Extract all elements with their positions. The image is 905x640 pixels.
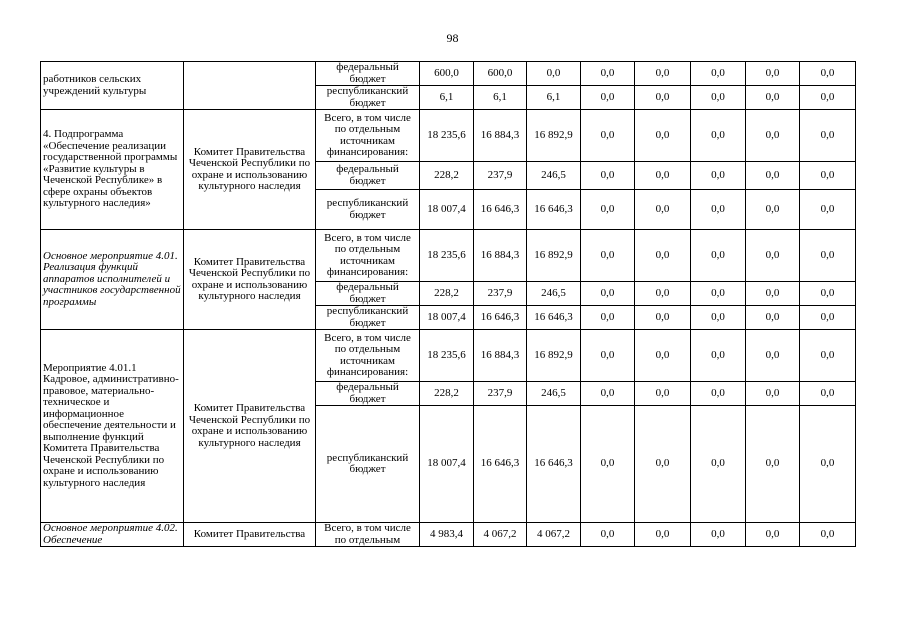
amount-cell: 0,0 [800,110,856,162]
amount-cell: 0,0 [691,306,746,330]
executor: Комитет Правительства Чеченской Республики по охране и использованию культурного наследия [184,110,316,230]
amount-cell: 0,0 [746,110,800,162]
amount-cell: 228,2 [420,382,474,406]
amount-cell: 0,0 [800,306,856,330]
amount-cell: 0,0 [800,330,856,382]
activity-name: 4. Подпрограмма «Обеспечение реализации государственной программы «Развитие культуры в Чеченской Республике» в сфере охраны объектов культурного наследия» [41,110,184,230]
amount-cell: 0,0 [581,523,635,547]
amount-cell: 0,0 [746,523,800,547]
amount-cell: 0,0 [800,523,856,547]
amount-cell: 0,0 [746,382,800,406]
amount-cell: 0,0 [691,382,746,406]
table-row [41,62,856,86]
amount-cell: 0,0 [691,230,746,282]
amount-cell: 0,0 [800,162,856,190]
amount-cell: 18 235,6 [420,330,474,382]
amount-cell: 18 007,4 [420,190,474,230]
funding-source: республиканский бюджет [316,406,420,523]
funding-source: Всего, в том числе по отдельным [316,523,420,547]
amount-cell: 0,0 [635,523,691,547]
amount-cell: 0,0 [746,190,800,230]
amount-cell: 246,5 [527,162,581,190]
amount-cell: 6,1 [420,86,474,110]
amount-cell: 0,0 [581,306,635,330]
amount-cell: 16 646,3 [474,190,527,230]
table-row [41,330,856,382]
amount-cell: 0,0 [581,282,635,306]
amount-cell: 4 067,2 [474,523,527,547]
amount-cell: 16 884,3 [474,230,527,282]
amount-cell: 0,0 [635,230,691,282]
amount-cell: 600,0 [420,62,474,86]
amount-cell: 0,0 [635,282,691,306]
amount-cell: 0,0 [746,306,800,330]
amount-cell: 0,0 [691,62,746,86]
amount-cell: 16 646,3 [474,406,527,523]
amount-cell: 6,1 [527,86,581,110]
amount-cell: 0,0 [635,190,691,230]
activity-name: работников сельских учреждений культуры [41,62,184,110]
amount-cell: 0,0 [800,382,856,406]
amount-cell: 16 884,3 [474,110,527,162]
amount-cell: 0,0 [635,110,691,162]
amount-cell: 0,0 [800,190,856,230]
amount-cell: 600,0 [474,62,527,86]
amount-cell: 0,0 [746,282,800,306]
amount-cell: 18 235,6 [420,110,474,162]
amount-cell: 0,0 [581,230,635,282]
funding-source: республиканский бюджет [316,86,420,110]
amount-cell: 18 007,4 [420,306,474,330]
amount-cell: 0,0 [635,382,691,406]
table-row [41,230,856,282]
funding-source: федеральный бюджет [316,382,420,406]
amount-cell: 16 884,3 [474,330,527,382]
amount-cell: 0,0 [746,62,800,86]
funding-source: Всего, в том числе по отдельным источникам финансирования: [316,330,420,382]
page-number: 98 [446,31,459,45]
amount-cell: 16 646,3 [527,306,581,330]
amount-cell: 16 892,9 [527,230,581,282]
funding-source: республиканский бюджет [316,190,420,230]
amount-cell: 0,0 [581,382,635,406]
amount-cell: 16 646,3 [527,190,581,230]
amount-cell: 4 067,2 [527,523,581,547]
amount-cell: 246,5 [527,282,581,306]
table-row [41,523,856,547]
amount-cell: 0,0 [635,86,691,110]
activity-name: Основное мероприятие 4.02. Обеспечение [41,523,184,547]
amount-cell: 16 892,9 [527,330,581,382]
amount-cell: 0,0 [800,230,856,282]
amount-cell: 0,0 [746,406,800,523]
amount-cell: 0,0 [800,86,856,110]
amount-cell: 237,9 [474,282,527,306]
amount-cell: 16 892,9 [527,110,581,162]
amount-cell: 246,5 [527,382,581,406]
executor: Комитет Правительства [184,523,316,547]
amount-cell: 0,0 [635,162,691,190]
amount-cell: 0,0 [581,330,635,382]
amount-cell: 18 007,4 [420,406,474,523]
table-row [41,110,856,162]
amount-cell: 0,0 [800,282,856,306]
amount-cell: 0,0 [746,330,800,382]
amount-cell: 0,0 [581,190,635,230]
amount-cell: 6,1 [474,86,527,110]
amount-cell: 237,9 [474,162,527,190]
amount-cell: 0,0 [691,110,746,162]
amount-cell: 0,0 [691,86,746,110]
budget-table [40,61,856,547]
amount-cell: 0,0 [635,406,691,523]
funding-source: Всего, в том числе по отдельным источникам финансирования: [316,110,420,162]
funding-source: федеральный бюджет [316,162,420,190]
executor: Комитет Правительства Чеченской Республики по охране и использованию культурного наследия [184,330,316,523]
amount-cell: 0,0 [691,162,746,190]
amount-cell: 0,0 [691,282,746,306]
amount-cell: 0,0 [581,86,635,110]
funding-source: республиканский бюджет [316,306,420,330]
amount-cell: 0,0 [800,406,856,523]
amount-cell: 0,0 [581,162,635,190]
amount-cell: 0,0 [746,162,800,190]
amount-cell: 228,2 [420,282,474,306]
amount-cell: 0,0 [581,110,635,162]
executor: Комитет Правительства Чеченской Республики по охране и использованию культурного наследия [184,230,316,330]
amount-cell: 228,2 [420,162,474,190]
amount-cell: 0,0 [581,406,635,523]
funding-source: Всего, в том числе по отдельным источникам финансирования: [316,230,420,282]
amount-cell: 16 646,3 [527,406,581,523]
amount-cell: 0,0 [635,62,691,86]
amount-cell: 0,0 [635,306,691,330]
amount-cell: 0,0 [691,523,746,547]
executor [184,62,316,110]
amount-cell: 0,0 [800,62,856,86]
amount-cell: 18 235,6 [420,230,474,282]
amount-cell: 0,0 [746,230,800,282]
amount-cell: 16 646,3 [474,306,527,330]
amount-cell: 0,0 [691,190,746,230]
funding-source: федеральный бюджет [316,62,420,86]
activity-name: Мероприятие 4.01.1 Кадровое, административно-правовое, материально-техническое и информационное обеспечение деятельности и выполнение функций Комитета Правительства Чеченской Республики по охране и использованию культурного наследия [41,330,184,523]
amount-cell: 0,0 [691,330,746,382]
amount-cell: 4 983,4 [420,523,474,547]
amount-cell: 0,0 [746,86,800,110]
amount-cell: 0,0 [527,62,581,86]
amount-cell: 0,0 [581,62,635,86]
activity-name: Основное мероприятие 4.01. Реализация функций аппаратов исполнителей и участников государственной программы [41,230,184,330]
amount-cell: 0,0 [691,406,746,523]
amount-cell: 237,9 [474,382,527,406]
funding-source: федеральный бюджет [316,282,420,306]
amount-cell: 0,0 [635,330,691,382]
